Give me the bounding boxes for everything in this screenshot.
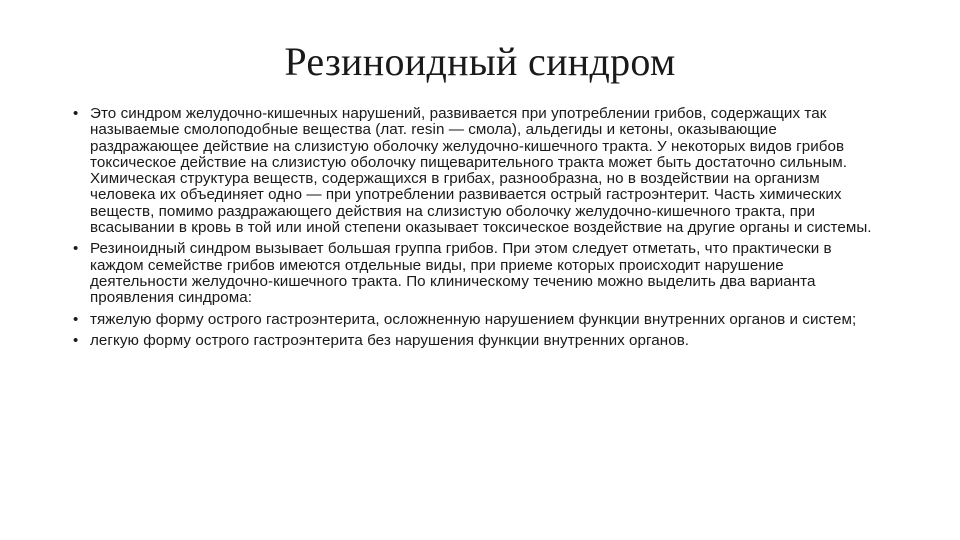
bullet-text: Резиноидный синдром вызывает большая группа грибов. При этом следует отметать, что практически в каждом семействе грибов имеются отдельные виды, при приеме которых происходит нарушение деятельности желудочно-кишечного тракта. По клиническому течению можно выделить два варианта проявления синдрома: xyxy=(90,240,832,307)
bullet-item-definition xyxy=(72,106,884,236)
bullet-item-severe-form xyxy=(72,312,884,328)
bullet-item-mild-form xyxy=(72,333,884,349)
bullet-text: Это синдром желудочно-кишечных нарушений, развивается при употреблении грибов, содержащих так называемые смолоподобные вещества (лат. resin — смола), альдегиды и кетоны, оказывающие раздражающее действие на слизистую оболочку желудочно-кишечного тракта. У некоторых видов грибов токсическое действие на слизистую оболочку пищеварительного тракта может быть достаточно сильным. Химическая структура веществ, содержащихся в грибах, разнообразна, но в воздействии на организм человека их объединяет одно — при употреблении развивается острый гастроэнтерит. Часть химических веществ, помимо раздражающего действия на слизистую оболочку желудочно-кишечного тракта, при всасывании в кровь в той или иной степени оказывает токсическое воздействие на другие органы и системы. xyxy=(90,105,872,237)
bullet-icon: • xyxy=(73,331,79,349)
bullet-icon: • xyxy=(73,240,79,258)
bullet-icon: • xyxy=(73,105,79,122)
bullet-list xyxy=(72,106,884,354)
bullet-text: легкую форму острого гастроэнтерита без нарушения функции внутренних органов. xyxy=(90,331,690,349)
bullet-text: тяжелую форму острого гастроэнтерита, осложненную нарушением функции внутренних органов и систем; xyxy=(90,310,857,328)
slide-title: Резиноидный синдром xyxy=(284,39,676,84)
bullet-item-causes xyxy=(72,241,884,306)
bullet-icon: • xyxy=(73,310,79,328)
